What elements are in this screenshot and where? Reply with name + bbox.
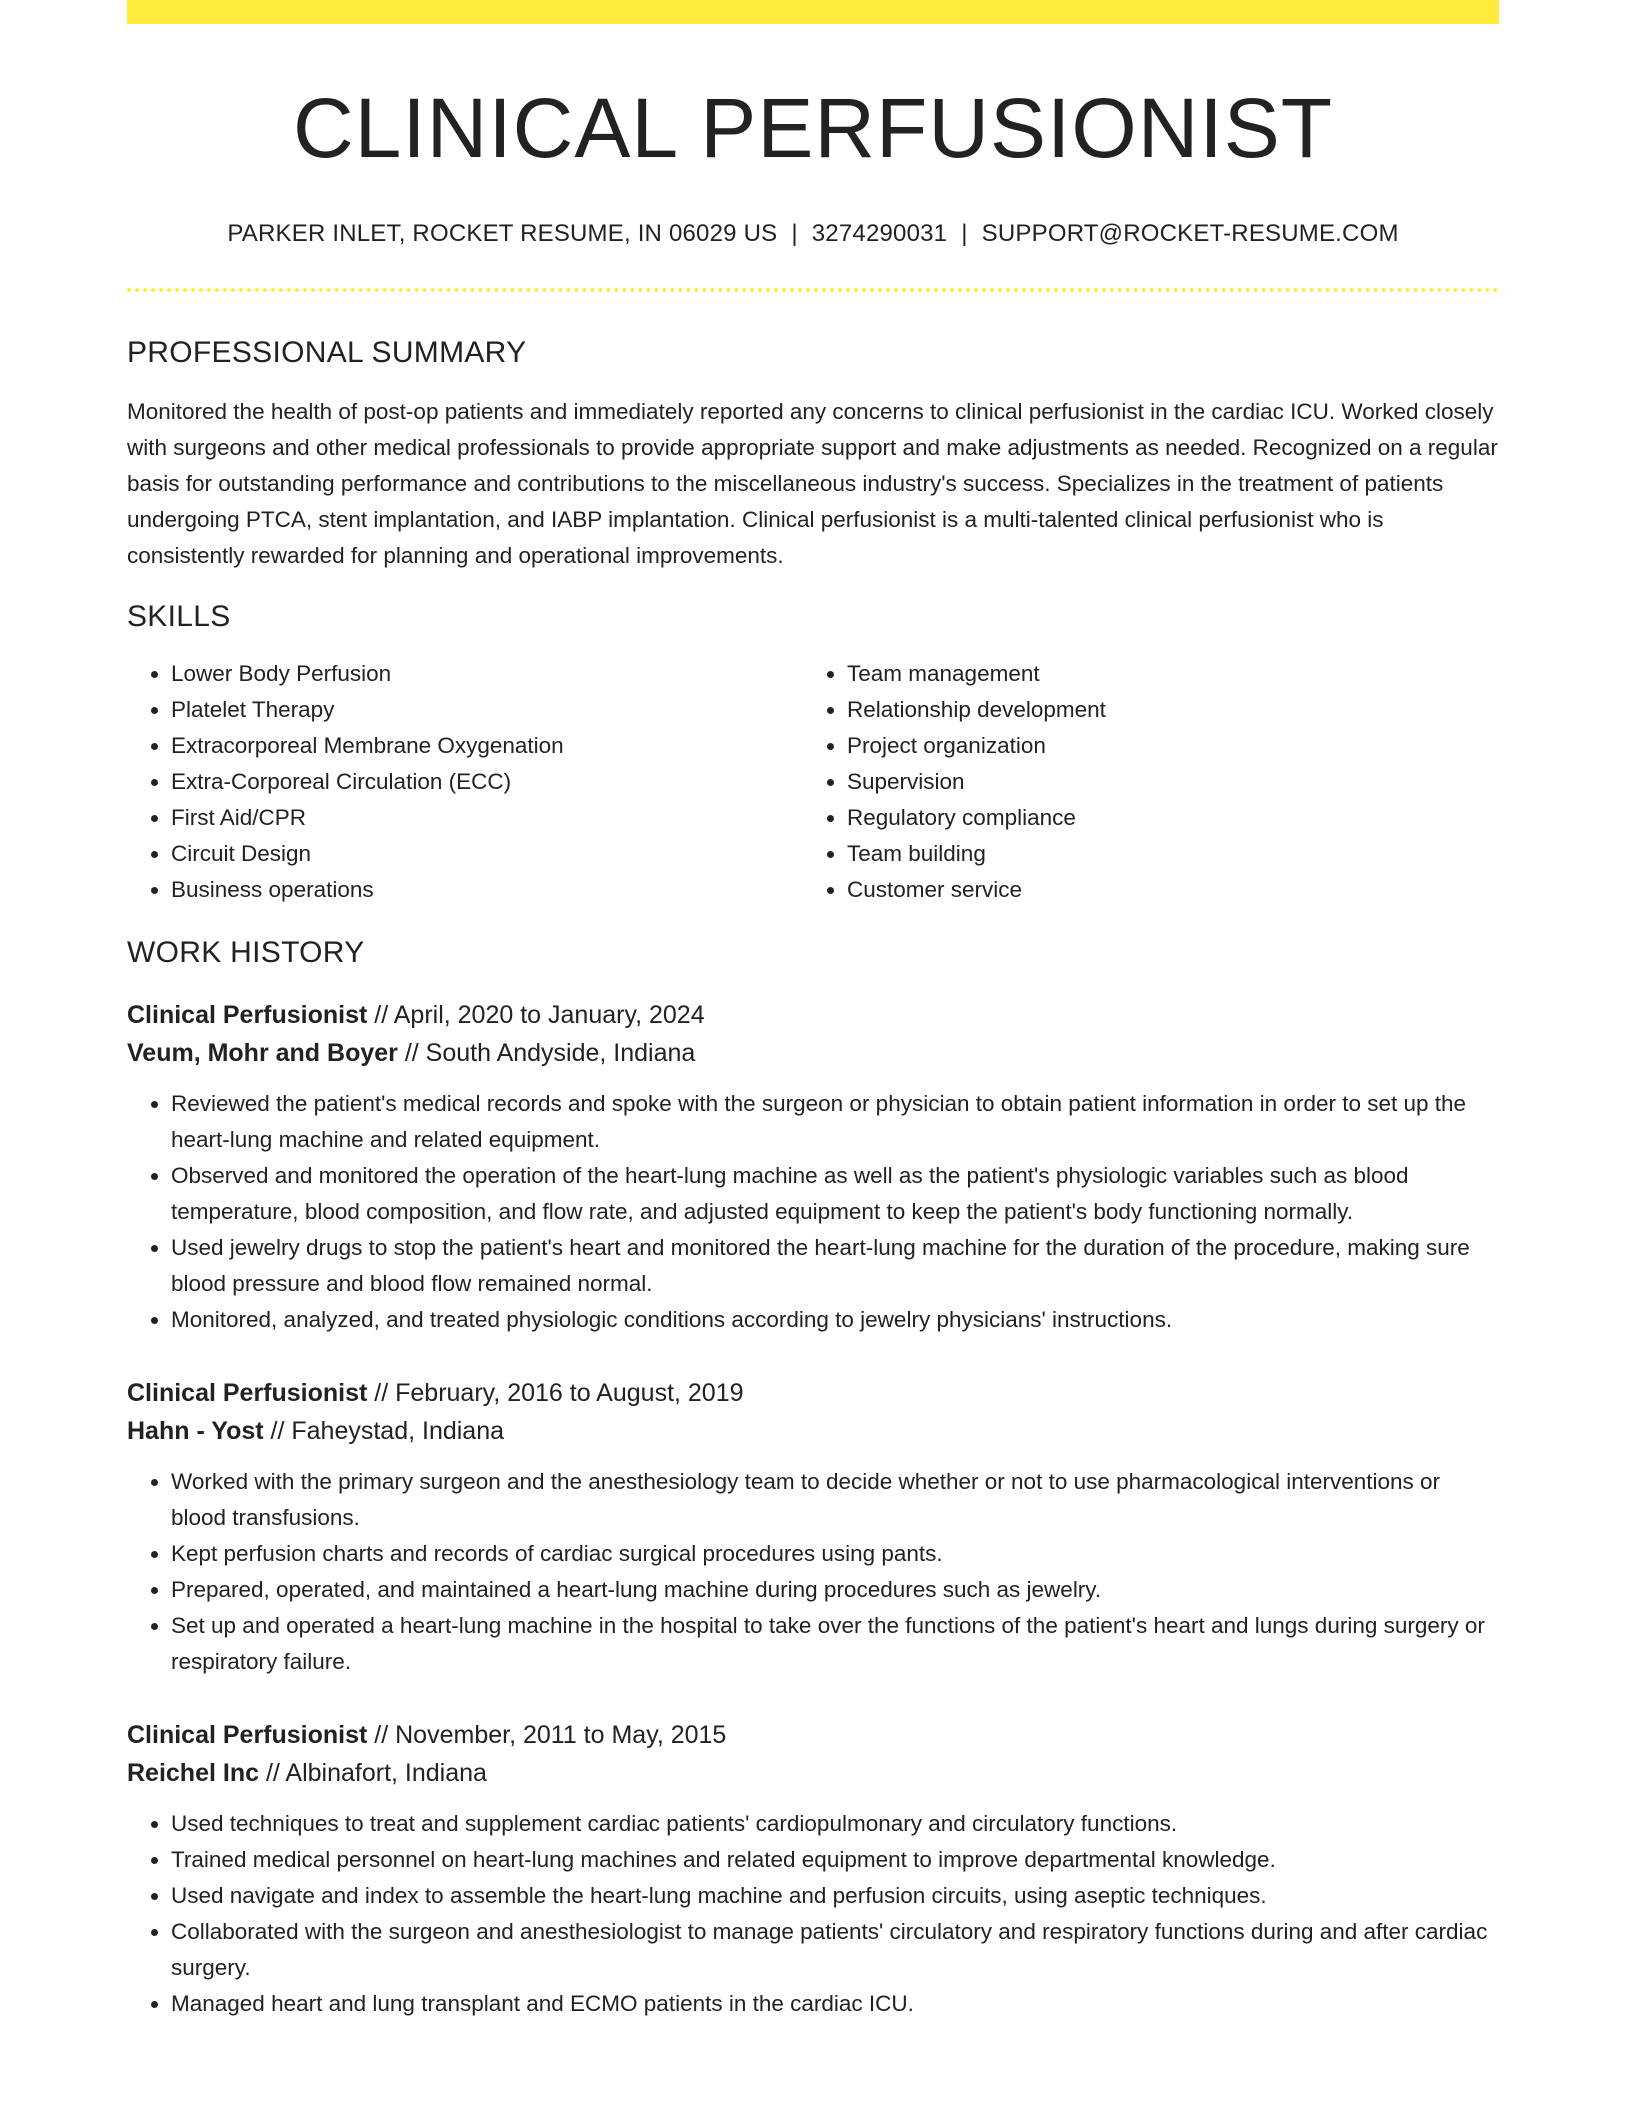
contact-email: SUPPORT@ROCKET-RESUME.COM: [981, 220, 1399, 248]
skills-list-left: [127, 656, 803, 908]
job-dates: // February, 2016 to August, 2019: [367, 1379, 744, 1408]
job-role: Clinical Perfusionist: [127, 1001, 368, 1030]
job-location: // Faheystad, Indiana: [263, 1417, 505, 1446]
job-dates: // November, 2011 to May, 2015: [367, 1721, 727, 1750]
skill-item: • Lower Body Perfusion: [171, 656, 803, 692]
contact-line: [127, 220, 1499, 248]
skill-item: • Team management: [847, 656, 1479, 692]
skills-grid: [127, 656, 1499, 908]
work-history-heading: WORK HISTORY: [127, 936, 365, 970]
job-title-line: [127, 1716, 1499, 1754]
job-role: Clinical Perfusionist: [127, 1721, 368, 1750]
contact-phone: 3274290031: [811, 220, 948, 248]
contact-address: PARKER INLET, ROCKET RESUME, IN 06029 US: [227, 220, 778, 248]
skill-item: • Extra-Corporeal Circulation (ECC): [171, 764, 803, 800]
summary-heading: PROFESSIONAL SUMMARY: [127, 336, 527, 370]
skill-item: • Extracorporeal Membrane Oxygenation: [171, 728, 803, 764]
job-bullet: • Set up and operated a heart-lung machine in the hospital to take over the functions of the patient's heart and lungs during surgery or respiratory failure.: [171, 1608, 1499, 1680]
skill-item: • Project organization: [847, 728, 1479, 764]
job-company: Reichel Inc: [127, 1759, 259, 1788]
job-bullet: • Monitored, analyzed, and treated physiologic conditions according to jewelry physicians' instructions.: [171, 1302, 1499, 1338]
skill-item: • Team building: [847, 836, 1479, 872]
skill-item: • Supervision: [847, 764, 1479, 800]
job-bullet: • Worked with the primary surgeon and the anesthesiology team to decide whether or not to use pharmacological interventions or blood transfusions.: [171, 1464, 1499, 1536]
job-role: Clinical Perfusionist: [127, 1379, 368, 1408]
job-bullet: • Used jewelry drugs to stop the patient's heart and monitored the heart-lung machine for the duration of the procedure, making sure blood pressure and blood flow remained normal.: [171, 1230, 1499, 1302]
skill-item: • Business operations: [171, 872, 803, 908]
summary-paragraph: Monitored the health of post-op patients and immediately reported any concerns to clinical perfusionist in the cardiac ICU. Worked closely with surgeons and other medical professionals to provide appropriate support and make adjustments as needed. Recognized on a regular basis for outstanding performance and contributions to the miscellaneous industry's success. Specializes in the treatment of patients undergoing PTCA, stent implantation, and IABP implantation. Clinical perfusionist is a multi-talented clinical perfusionist who is consistently rewarded for planning and operational improvements.: [127, 399, 1498, 569]
job-bullet: • Managed heart and lung transplant and ECMO patients in the cardiac ICU.: [171, 1986, 1499, 2022]
dotted-divider: [127, 288, 1499, 292]
job-company-line: [127, 1034, 1499, 1072]
job-location: // Albinafort, Indiana: [259, 1759, 487, 1788]
job-bullet-list: [127, 1464, 1499, 1680]
job-company-line: [127, 1412, 1499, 1450]
job-bullet: • Used navigate and index to assemble the heart-lung machine and perfusion circuits, using aseptic techniques.: [171, 1878, 1499, 1914]
skill-item: • Platelet Therapy: [171, 692, 803, 728]
accent-bar: [127, 0, 1499, 24]
job-title-line: [127, 996, 1499, 1034]
job-location: // South Andyside, Indiana: [397, 1039, 696, 1068]
job-company-line: [127, 1754, 1499, 1792]
skill-item: • First Aid/CPR: [171, 800, 803, 836]
contact-separator: |: [791, 220, 798, 248]
resume-page: [127, 0, 1499, 2022]
job-company: Hahn - Yost: [127, 1417, 264, 1446]
job-company: Veum, Mohr and Boyer: [127, 1039, 398, 1068]
job-entry: [127, 1716, 1499, 2022]
skill-item: • Circuit Design: [171, 836, 803, 872]
skill-item: • Relationship development: [847, 692, 1479, 728]
job-bullet-list: [127, 1086, 1499, 1338]
skills-list-right: [803, 656, 1479, 908]
job-entry: [127, 1374, 1499, 1680]
job-bullet-list: [127, 1806, 1499, 2022]
contact-separator: |: [961, 220, 968, 248]
skill-item: • Customer service: [847, 872, 1479, 908]
job-dates: // April, 2020 to January, 2024: [367, 1001, 705, 1030]
job-bullet: • Prepared, operated, and maintained a heart-lung machine during procedures such as jewelry.: [171, 1572, 1499, 1608]
candidate-name: CLINICAL PERFUSIONIST: [292, 81, 1334, 175]
job-bullet: • Trained medical personnel on heart-lung machines and related equipment to improve departmental knowledge.: [171, 1842, 1499, 1878]
skills-heading: SKILLS: [127, 600, 231, 634]
job-bullet: • Used techniques to treat and supplement cardiac patients' cardiopulmonary and circulatory functions.: [171, 1806, 1499, 1842]
job-bullet: • Observed and monitored the operation of the heart-lung machine as well as the patient's physiologic variables such as blood temperature, blood composition, and flow rate, and adjusted equipment to keep the patient's body functioning normally.: [171, 1158, 1499, 1230]
job-bullet: • Kept perfusion charts and records of cardiac surgical procedures using pants.: [171, 1536, 1499, 1572]
job-entry: [127, 996, 1499, 1338]
skill-item: • Regulatory compliance: [847, 800, 1479, 836]
job-bullet: • Collaborated with the surgeon and anesthesiologist to manage patients' circulatory and respiratory functions during and after cardiac surgery.: [171, 1914, 1499, 1986]
job-bullet: • Reviewed the patient's medical records and spoke with the surgeon or physician to obtain patient information in order to set up the heart-lung machine and related equipment.: [171, 1086, 1499, 1158]
job-title-line: [127, 1374, 1499, 1412]
